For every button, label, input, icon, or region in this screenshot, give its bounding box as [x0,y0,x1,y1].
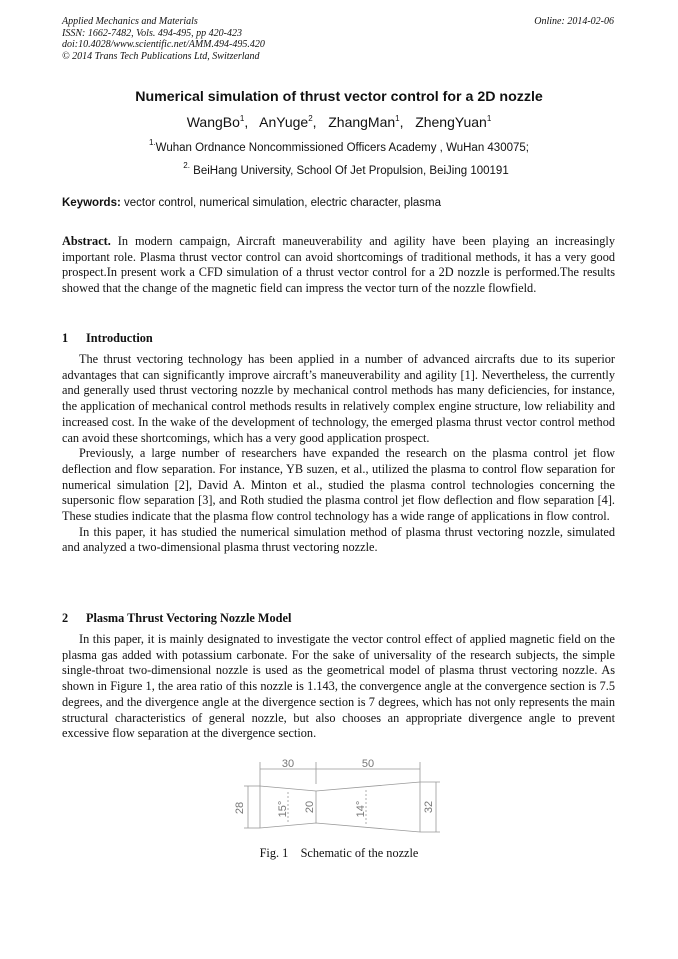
section-title: Introduction [86,331,153,345]
angle-label: 15° [277,800,289,818]
paragraph: In this paper, it is mainly designated to investigate the vector control effect of applied magnetic field on the plasma gas added with potassium carbonate. For the sake of universality of the research subjects, the simple single-throat two-dimensional nozzle is used as the geometrical model of plasma thrust vectoring nozzle. As shown in Figure 1, the area ratio of this nozzle is 1.143, the convergence angle at the convergence section is 7.5 degrees, and the divergence angle at the divergence section is 7 degrees, which has not only represents the main structural characteristics of general nozzle, but also chooses an appropriate divergence angle to prevent excessive flow separation at the divergence section. [62,632,615,741]
section-number: 2 [62,611,69,625]
author-name: ZhengYuan [415,114,487,130]
figure-caption: Fig. 1 Schematic of the nozzle [259,846,419,860]
section-body [62,352,615,556]
affiliation-text: Wuhan Ordnance Noncommissioned Officers Academy , WuHan 430075; [155,142,529,154]
abstract-text: In modern campaign, Aircraft maneuverability and agility have been playing an increasingly important role. Plasma thrust vector control can avoid shortcomings of traditional methods, it has a very good prospect.In present work a CFD simulation of a thrust vector control for a 2D nozzle is performed.The results showed that the change of the magnetic field can impress the vector turn of the nozzle flowfield. [62,234,615,296]
dimension-label: 20 [304,800,316,814]
affiliation-mark: 1. [149,138,156,147]
abstract [62,234,615,297]
journal-name: Applied Mechanics and Materials [62,16,198,27]
section-heading [62,331,153,346]
author-affiliation-mark: 1 [486,114,492,123]
paragraph: In this paper, it has studied the numerical simulation method of plasma thrust vectoring nozzle, simulated and analyzed a two-dimensional plasma thrust vectoring nozzle. [62,524,615,555]
dimension-label: 50 [361,758,375,770]
keywords-text: vector control, numerical simulation, electric character, plasma [120,197,442,209]
author-affiliation-mark: 2 [308,114,313,123]
dimension-label: 30 [281,758,295,770]
dimension-label: 28 [234,801,246,815]
author-list [0,114,678,130]
author-affiliation-mark: 1 [395,114,400,123]
section-number: 1 [62,331,69,345]
paragraph: The thrust vectoring technology has been applied in a number of advanced aircrafts due to its superior advantages that can significantly improve aircraft’s maneuverability and agility [1]. Nevertheless, the currently and generally used thrust vectoring nozzle by mechanical control methods has many deficiencies, for instance, the application of mechanical control methods results in relatively complex engine structure, low reliability and increased cost. In the wake of the development of technology, the emerged plasma thrust vector control method can avoid these shortcomings, which has a very good application prospect. [62,352,615,445]
affiliation-line [0,138,678,154]
angle-label: 14° [355,800,367,818]
abstract-label: Abstract. [62,234,111,248]
author-name: ZhangMan [328,114,396,130]
keywords-label: Keywords: [62,197,121,209]
affiliation-line [0,161,678,177]
paper-title: Numerical simulation of thrust vector control for a 2D nozzle [135,89,543,105]
nozzle-schematic-figure [226,756,456,844]
journal-header [62,16,265,62]
issn-line: ISSN: 1662-7482, Vols. 494-495, pp 420-423 [62,27,242,39]
doi-link[interactable]: doi:10.4028/www.scientific.net/AMM.494-495.420 [62,39,265,50]
keywords [62,197,441,209]
author-separator: , [312,114,325,130]
author-name: AnYuge [259,114,309,130]
copyright-line: © 2014 Trans Tech Publications Ltd, Switzerland [62,50,260,62]
section-body [62,632,615,742]
affiliation-mark: 2. [183,161,190,170]
author-affiliation-mark: 1 [239,114,245,123]
online-date: Online: 2014-02-06 [534,16,614,27]
author-name: WangBo [186,114,240,130]
author-separator: , [399,114,412,130]
dimension-label: 32 [423,800,435,814]
section-heading [62,611,291,626]
section-title: Plasma Thrust Vectoring Nozzle Model [86,611,292,625]
affiliation-text: BeiHang University, School Of Jet Propulsion, BeiJing 100191 [189,165,509,177]
author-separator: , [244,114,257,130]
paragraph: Previously, a large number of researchers have expanded the research on the plasma control jet flow deflection and flow separation. For instance, YB suzen, et al., utilized the plasma to control flow separation for numerical simulation [2], David A. Minton et al., studied the plasma control technologies concerning the supersonic flow separation [3], and Roth studied the plasma control jet flow deflection and flow separation [4]. These studies indicate that the plasma flow control technology has a wide range of applications in flow control. [62,446,615,524]
